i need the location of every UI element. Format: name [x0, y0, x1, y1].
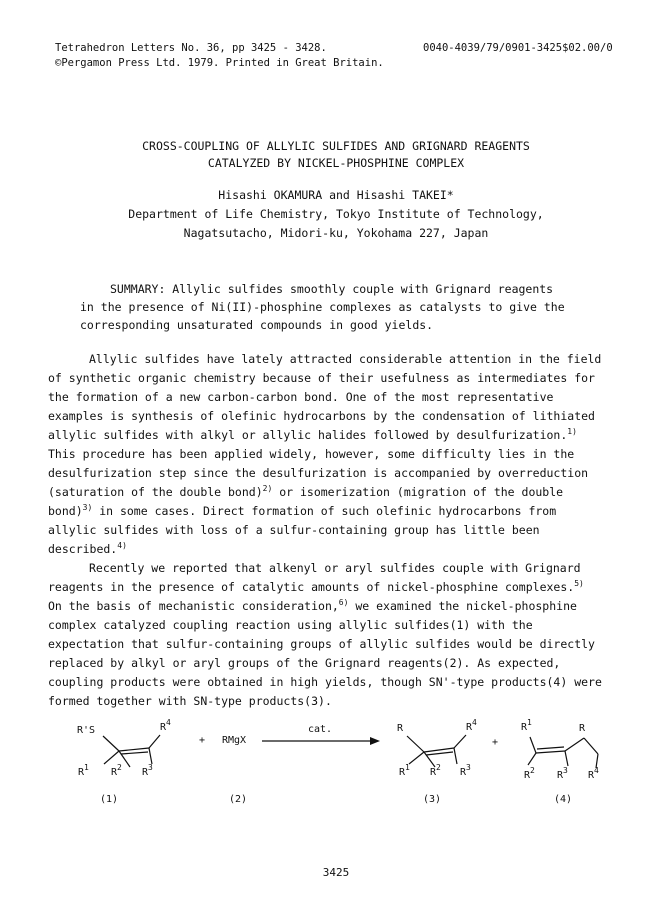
- p2-line-7: coupling products were obtained in high yields, though SN'-type products(4) were: [48, 675, 602, 689]
- bond: [454, 748, 457, 764]
- c4-r1-label: $R^1$: [521, 718, 532, 733]
- p1-line-4: examples is synthesis of olefinic hydrocarbons by the condensation of lithiated: [48, 409, 595, 423]
- double-bond: [121, 752, 148, 754]
- reagent-compound-label: (2): [229, 794, 248, 805]
- bond: [409, 752, 424, 764]
- c1-rs-label: R'S: [77, 725, 96, 736]
- c1-r4-label: $R^4$: [160, 718, 171, 733]
- bond: [565, 738, 584, 751]
- bond: [584, 738, 598, 754]
- reference-marker: 5): [574, 579, 584, 588]
- journal-line: Tetrahedron Letters No. 36, pp 3425 - 3428.: [55, 42, 327, 54]
- copyright-line: ©Pergamon Press Ltd. 1979. Printed in Great Britain.: [55, 57, 384, 69]
- double-bond: [426, 752, 453, 755]
- summary-line-1: SUMMARY: Allylic sulfides smoothly couple with Grignard reagents: [110, 282, 554, 296]
- c4-r-label: R: [579, 723, 586, 734]
- plus-sign: +: [199, 735, 206, 746]
- bond: [454, 735, 466, 748]
- affiliation-line-2: Nagatsutacho, Midori-ku, Yokohama 227, Japan: [183, 226, 489, 240]
- c3-r3-label: $R^3$: [460, 763, 471, 778]
- bond: [149, 748, 152, 764]
- p2-line-3: On the basis of mechanistic consideration,$^{6)}$ we examined the nickel-phosphine: [48, 598, 577, 613]
- article-code: 0040-4039/79/0901-3425$02.00/0: [423, 42, 613, 54]
- bond: [103, 736, 119, 751]
- p2-line-2: reagents in the presence of catalytic amounts of nickel-phosphine complexes.$^{5)}$: [48, 579, 584, 594]
- reference-marker: 3): [82, 503, 93, 512]
- p1-line-7: desulfurization step since the desulfurization is accompanied by overreduction: [48, 466, 589, 480]
- affiliation-line-1: Department of Life Chemistry, Tokyo Institute of Technology,: [128, 207, 544, 221]
- c3-r4-label: $R^4$: [466, 718, 477, 733]
- c4-compound-label: (4): [554, 794, 573, 805]
- summary-line-2: in the presence of Ni(II)-phosphine complexes as catalysts to give the: [80, 300, 565, 314]
- bond: [407, 736, 424, 752]
- title-line-1: CROSS-COUPLING OF ALLYLIC SULFIDES AND GRIGNARD REAGENTS: [142, 139, 530, 153]
- bond: [530, 737, 536, 753]
- reference-marker: 2): [262, 484, 273, 493]
- bond: [528, 753, 536, 765]
- p1-line-5: allylic sulfides with alkyl or allylic halides followed by desulfurization.$^{1)}$: [48, 427, 577, 442]
- double-bond: [537, 747, 564, 749]
- c4-r3-label: $R^3$: [557, 766, 568, 781]
- bond: [565, 751, 568, 766]
- c4-r4-label: $R^4$: [588, 766, 599, 781]
- summary-line-3: corresponding unsaturated compounds in good yields.: [80, 318, 434, 332]
- reference-marker: 1): [567, 427, 577, 436]
- p2-line-5: expectation that sulfur-containing groups of allylic sulfides would be directly: [48, 637, 595, 651]
- catalyst-label: cat.: [308, 724, 333, 735]
- plus-sign: +: [492, 737, 499, 748]
- p1-line-9: bond)$^{3)}$ in some cases. Direct formation of such olefinic hydrocarbons from: [48, 503, 557, 518]
- title-line-2: CATALYZED BY NICKEL-PHOSPHINE COMPLEX: [207, 156, 465, 170]
- c3-r-label: R: [397, 723, 404, 734]
- bond: [149, 735, 160, 748]
- p2-line-6: replaced by alkyl or aryl groups of the Grignard reagents(2). As expected,: [48, 656, 561, 670]
- p2-line-8: formed together with SN-type products(3).: [48, 694, 332, 708]
- c3-r1-label: $R^1$: [399, 763, 410, 778]
- c1-r3-label: $R^3$: [142, 763, 153, 778]
- p1-line-1: Allylic sulfides have lately attracted considerable attention in the field: [89, 352, 602, 366]
- page-number: 3425: [322, 866, 350, 879]
- p2-line-1: Recently we reported that alkenyl or aryl sulfides couple with Grignard: [89, 561, 581, 575]
- c3-r2-label: $R^2$: [430, 763, 441, 778]
- p1-line-10: allylic sulfides with loss of a sulfur-containing group has little been: [48, 523, 540, 537]
- c3-compound-label: (3): [423, 794, 442, 805]
- p1-line-2: of synthetic organic chemistry because of their usefulness as intermediates for: [48, 371, 595, 385]
- reagent-label: RMgX: [222, 735, 247, 746]
- reference-marker: 4): [117, 541, 127, 550]
- c1-compound-label: (1): [100, 794, 119, 805]
- c4-r2-label: $R^2$: [524, 766, 535, 781]
- c1-r1-label: $R^1$: [78, 763, 89, 778]
- arrow-head: [370, 737, 380, 745]
- double-bond: [536, 751, 565, 753]
- c1-r2-label: $R^2$: [111, 763, 122, 778]
- author-names: Hisashi OKAMURA and Hisashi TAKEI*: [218, 188, 454, 202]
- p1-line-6: This procedure has been applied widely, however, some difficulty lies in the: [48, 447, 575, 461]
- p1-line-3: the formation of a new carbon-carbon bond. One of the most representative: [48, 390, 554, 404]
- double-bond: [424, 748, 454, 752]
- p2-line-4: complex catalyzed coupling reaction using allylic sulfides(1) with the: [48, 618, 533, 632]
- reference-marker: 6): [338, 598, 349, 607]
- double-bond: [119, 748, 149, 751]
- p1-line-11: described.$^{4)}$: [48, 541, 127, 556]
- p1-line-8: (saturation of the double bond)$^{2)}$ or isomerization (migration of the double: [48, 484, 564, 499]
